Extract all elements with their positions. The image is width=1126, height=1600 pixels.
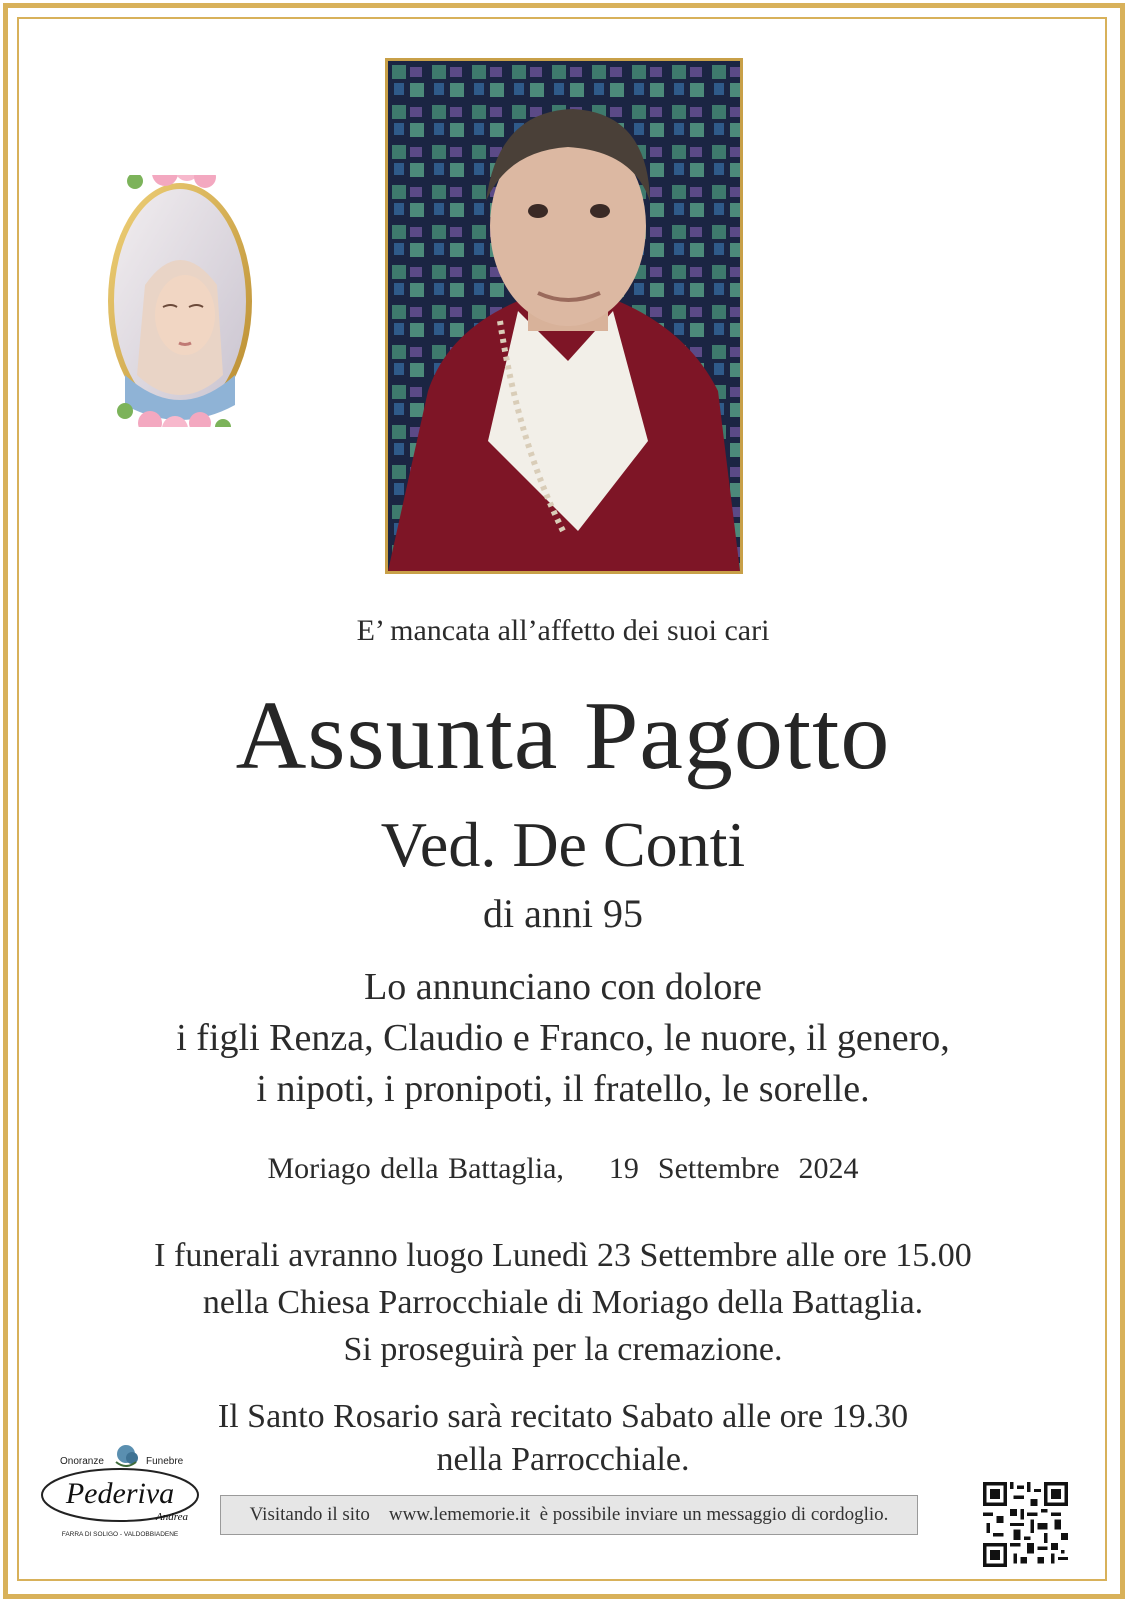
funeral-block — [0, 1232, 1126, 1373]
logo-brand: Pederiva — [65, 1477, 175, 1510]
website-notice-box — [220, 1495, 918, 1535]
funeral-line: nella Chiesa Parrocchiale di Moriago della Battaglia. — [202, 1284, 924, 1321]
intro-line: E’ mancata all’affetto dei suoi cari — [356, 614, 770, 647]
funeral-line: I funerali avranno luogo Lunedì 23 Settembre alle ore 15.00 — [154, 1237, 972, 1274]
logo-sub: Andrea — [156, 1511, 188, 1523]
site-suffix: è possibile inviare un messaggio di cordoglio. — [539, 1504, 889, 1525]
rose-icon — [116, 1445, 138, 1466]
portrait-photo — [385, 58, 743, 574]
deceased-name: Assunta Pagotto — [235, 682, 891, 790]
place-date-line — [0, 1152, 1126, 1186]
logo-top-right: Funebre — [146, 1456, 184, 1467]
place: Moriago della Battaglia, — [267, 1152, 564, 1185]
date: 19 Settembre 2024 — [608, 1152, 859, 1185]
announce-line: Lo annunciano con dolore — [364, 966, 762, 1008]
announce-line: i figli Renza, Claudio e Franco, le nuore, il genero, — [176, 1017, 950, 1059]
announce-line: i nipoti, i pronipoti, il fratello, le sorelle. — [256, 1068, 870, 1110]
site-prefix: Visitando il sito — [249, 1504, 370, 1525]
madonna-portrait-icon — [105, 175, 255, 427]
logo-tagline: FARRA DI SOLIGO - VALDOBBIADENE — [61, 1531, 179, 1538]
site-url-link[interactable]: www.lememorie.it — [388, 1504, 531, 1525]
logo-top-left: Onoranze — [60, 1456, 104, 1467]
widow-of: Ved. De Conti — [380, 809, 746, 880]
funeral-line: Si proseguirà per la cremazione. — [343, 1331, 783, 1368]
rosary-line: Il Santo Rosario sarà recitato Sabato alle ore 19.30 — [217, 1398, 909, 1435]
funeral-home-logo — [38, 1440, 208, 1540]
age-line: di anni 95 — [483, 891, 643, 936]
announcement-block — [0, 962, 1126, 1115]
rosary-line: nella Parrocchiale. — [436, 1441, 690, 1478]
qr-code-icon[interactable] — [983, 1482, 1068, 1567]
